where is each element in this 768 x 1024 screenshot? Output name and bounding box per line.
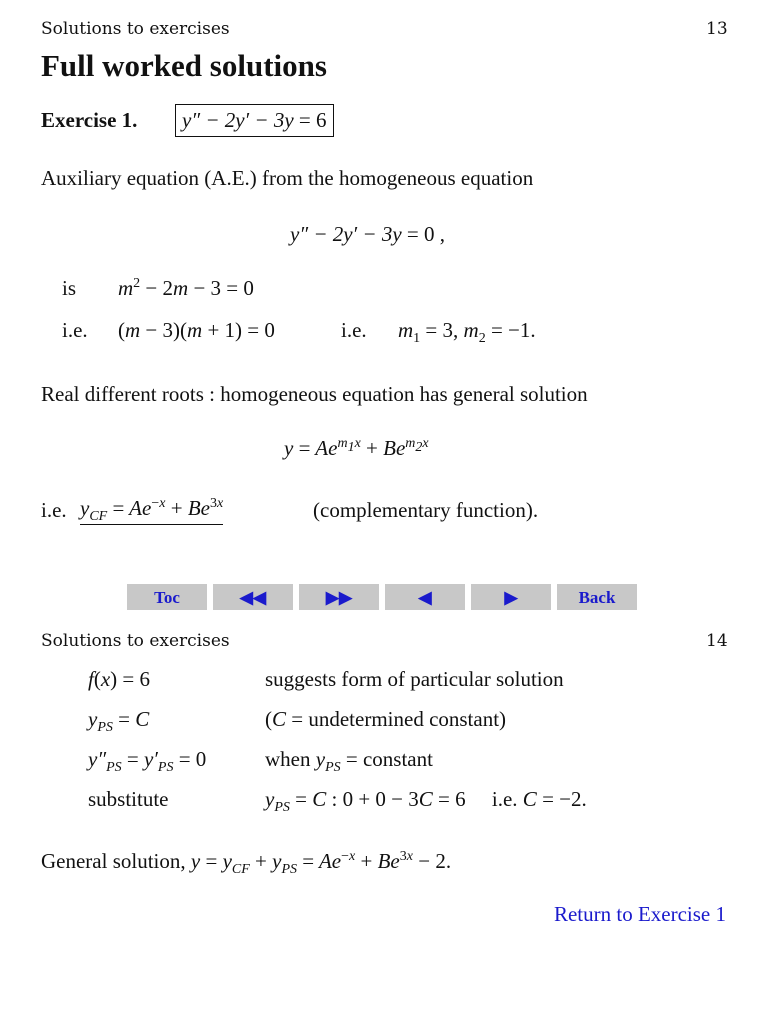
next-page-button[interactable]	[471, 584, 551, 610]
general-form: $y = Ae^{m_1x} + Be^{m_2x}$	[284, 436, 429, 460]
ie-label: i.e.	[62, 318, 88, 342]
row1-left: f(x) = 6	[88, 667, 151, 691]
toc-label: Toc	[154, 587, 180, 607]
previous-page-button[interactable]	[385, 584, 465, 610]
back-label: Back	[578, 587, 616, 607]
exercise-label: Exercise 1.	[41, 108, 138, 132]
page-number: 13	[706, 19, 728, 39]
is-label: is	[62, 276, 77, 300]
roots: $m_1 = 3$, $m_2 = -1$.	[398, 318, 536, 347]
row4-right: $y_{PS} = C$ : 0 + 0 − 3C = 6 i.e. C = −2.	[265, 787, 587, 816]
page-number-2: 14	[706, 631, 728, 651]
homogeneous-equation: y″ − 2y′ − 3y = 0 ,	[290, 222, 445, 246]
row3-right: when $y_{PS}$ = constant	[265, 747, 433, 776]
double-right-arrow-icon: ▶▶	[325, 587, 353, 607]
row2-right: (C = undetermined constant)	[265, 707, 507, 731]
row4-left: substitute	[88, 787, 169, 811]
last-page-button[interactable]	[299, 584, 379, 610]
complementary-function-equation: $y_{CF} = Ae^{-x} + Be^{3x}$	[80, 496, 224, 525]
row3-left: $y''_{PS} = y'_{PS} = 0$	[88, 747, 207, 776]
first-page-button[interactable]	[213, 584, 293, 610]
running-header: Solutions to exercises	[41, 19, 230, 39]
navigation-bar	[127, 584, 637, 610]
general-solution: General solution, $y = y_{CF} + y_{PS} = Ae^{-x} + Be^{3x} - 2$.	[41, 849, 452, 878]
ae-intro: Auxiliary equation (A.E.) from the homogeneous equation	[41, 166, 534, 190]
ie-label-3: i.e.	[41, 498, 67, 522]
factored-equation: (m − 3)(m + 1) = 0	[118, 318, 275, 342]
complementary-label: (complementary function).	[313, 498, 539, 522]
row2-left: $y_{PS} = C$	[88, 707, 150, 736]
right-arrow-icon: ▶	[504, 587, 518, 607]
return-to-exercise-link[interactable]: Return to Exercise 1	[553, 902, 726, 926]
row1-right: suggests form of particular solution	[265, 667, 564, 691]
auxiliary-equation: $m^2 - 2m - 3 = 0$	[118, 276, 254, 300]
real-roots-text: Real different roots : homogeneous equation has general solution	[41, 382, 588, 406]
double-left-arrow-icon: ◀◀	[239, 587, 267, 607]
exercise-equation: y″ − 2y′ − 3y = 6	[175, 104, 334, 137]
left-arrow-icon: ◀	[418, 587, 432, 607]
toc-button[interactable]	[127, 584, 207, 610]
running-header-2: Solutions to exercises	[41, 631, 230, 651]
ie-label-2: i.e.	[341, 318, 367, 342]
page-title: Full worked solutions	[41, 48, 327, 83]
back-button[interactable]	[557, 584, 637, 610]
